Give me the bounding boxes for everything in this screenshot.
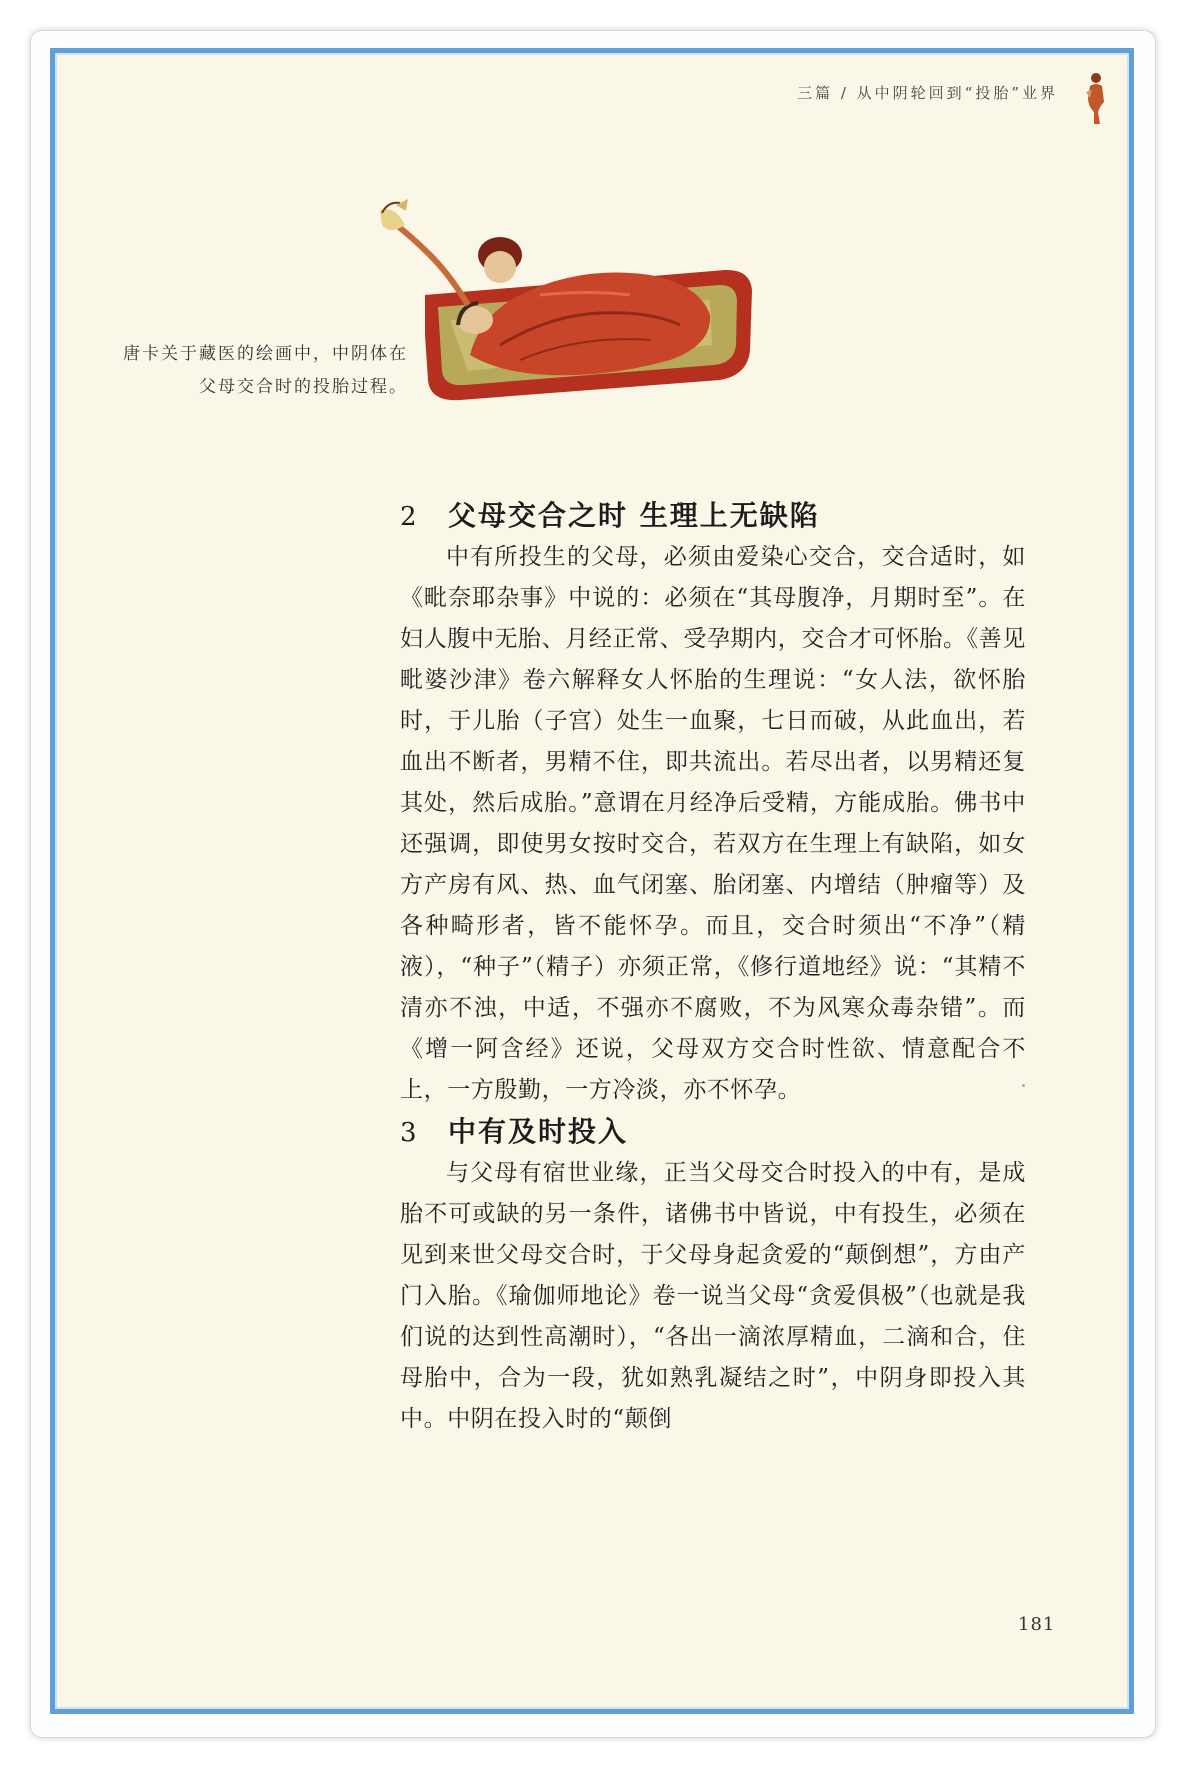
paper-speck (1022, 1084, 1025, 1087)
section-2-body: 中有所投生的父母，必须由爱染心交合，交合适时，如《毗奈耶杂事》中说的：必须在“其母腹净，月期时至”。在妇人腹中无胎、月经正常、受孕期内，交合才可怀胎。《善见毗婆沙津》卷六解释女人怀胎的生理说：“女人法，欲怀胎时，于儿胎（子宫）处生一血聚，七日而破，从此血出，若血出不断者，男精不住，即共流出。若尽出者，以男精还复其处，然后成胎。”意谓在月经净后受精，方能成胎。佛书中还强调，即使男女按时交合，若双方在生理上有缺陷，如女方产房有风、热、血气闭塞、胎闭塞、内增结（肿瘤等）及各种畸形者，皆不能怀孕。而且，交合时须出“不净”（精液），“种子”（精子）亦须正常，《修行道地经》说：“其精不清亦不浊，中适，不强亦不腐败，不为风寒众毒杂错”。而《增一阿含经》还说，父母双方交合时性欲、情意配合不上，一方殷勤，一方冷淡，亦不怀孕。 (400, 544, 1026, 1103)
section-heading-3 (400, 1110, 628, 1150)
figure-icon (1080, 68, 1110, 128)
running-head: 三篇 / 从中阴轮回到“投胎”业界 (797, 84, 1058, 102)
figure-caption: 唐卡关于藏医的绘画中，中阴体在父母交合时的投胎过程。 (123, 344, 408, 397)
section-title: 中有及时投入 (448, 1115, 629, 1148)
section-heading-2 (400, 494, 820, 534)
section-title: 父母交合之时 生理上无缺陷 (448, 499, 820, 532)
section-number: 3 (400, 1118, 417, 1148)
thangka-illustration (350, 195, 790, 420)
section-number: 2 (400, 502, 417, 532)
section-3-body: 与父母有宿世业缘，正当父母交合时投入的中有，是成胎不可或缺的另一条件，诸佛书中皆说，中有投生，必须在见到来世父母交合时，于父母身起贪爱的“颠倒想”，方由产门入胎。《瑜伽师地论》卷一说当父母“贪爱俱极”（也就是我们说的达到性高潮时），“各出一滴浓厚精血，二滴和合，住母胎中，合为一段，犹如熟乳凝结之时”，中阴身即投入其中。中阴在投入时的“颠倒 (400, 1160, 1026, 1432)
page-number: 181 (1018, 1614, 1056, 1635)
